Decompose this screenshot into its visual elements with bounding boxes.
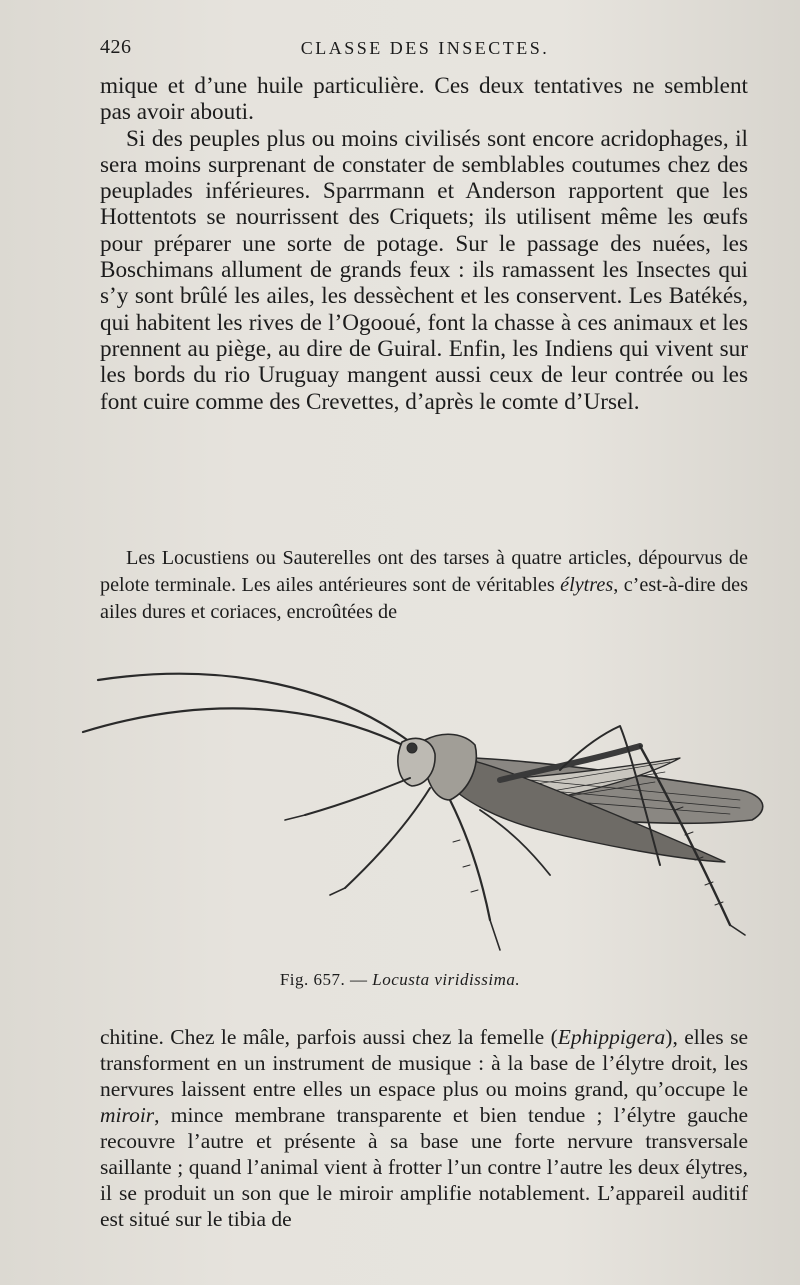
italic-elytres: élytres [560, 573, 614, 596]
paragraph-acridophages: Si des peuples plus ou moins civilisés sont encore acridophages, il sera moins surprenant de constater de semblables coutumes chez des peuplades inférieures. Sparrmann et Anderson rapportent que les Hottentots se nourrissent des Criquets; ils utilisent même les œufs pour préparer une sorte de potage. Sur le passage des nuées, les Boschimans allument de grands feux : ils ramassent les Insectes qui s’y sont brûlé les ailes, les dessèchent et les conservent. Les Batékés, qui habitent les rives de l’Ogooué, font la chasse à ces animaux et les prennent au piège, au dire de Guiral. Enfin, les Indiens qui vivent sur les bords du rio Uruguay mangent aussi ceux de leur contrée ou les font cuire comme des Crevettes, d’après le comte d’Ursel. [100, 125, 748, 415]
paragraph-continuation: mique et d’une huile particulière. Ces deux tentatives ne semblent pas avoir abouti. [100, 73, 748, 126]
text-block-locustiens [100, 545, 748, 625]
running-title: CLASSE DES INSECTES. [300, 38, 550, 58]
text-block-bottom [100, 1024, 748, 1232]
page-number: 426 [100, 36, 132, 58]
page-header [100, 36, 750, 66]
figure-locusta-illustration [80, 650, 770, 960]
italic-miroir: miroir [100, 1103, 155, 1127]
grasshopper-illustration [80, 650, 770, 960]
paragraph-chitine [100, 1024, 748, 1232]
paragraph-locustiens-text-end: , c’est-à-dire des ailes dures et coriaces, encroûtées de [100, 573, 748, 623]
italic-ephippigera: Ephippigera [557, 1025, 666, 1049]
figure-caption-number: Fig. 657. — [279, 970, 373, 989]
paragraph-chitine-text-b: ), elles se transforment en un instrument de musique : à la base de l’élytre droit, les nervures laissent entre elles un espace plus ou moins grand, qu’occupe le [100, 1025, 748, 1101]
paragraph-chitine-text-c: , mince membrane transparente et bien tendue ; l’élytre gauche recouvre l’autre et présente à sa base une forte nervure transversale saillante ; quand l’animal vient à frotter l’un contre l’autre les deux élytres, il se produit un son que le miroir amplifie notablement. L’appareil auditif est situé sur le tibia de [100, 1103, 748, 1231]
figure-caption [0, 970, 800, 990]
paragraph-chitine-text-a: chitine. Chez le mâle, parfois aussi chez la femelle ( [100, 1025, 558, 1049]
paragraph-locustiens [100, 545, 748, 625]
figure-caption-species: Locusta viridissima. [372, 970, 521, 989]
paragraph-locustiens-text: Les Locustiens ou Sauterelles ont des tarses à quatre articles, dépourvus de pelote terminale. Les ailes antérieures sont de véritables [100, 547, 748, 596]
text-block-top [100, 73, 748, 415]
